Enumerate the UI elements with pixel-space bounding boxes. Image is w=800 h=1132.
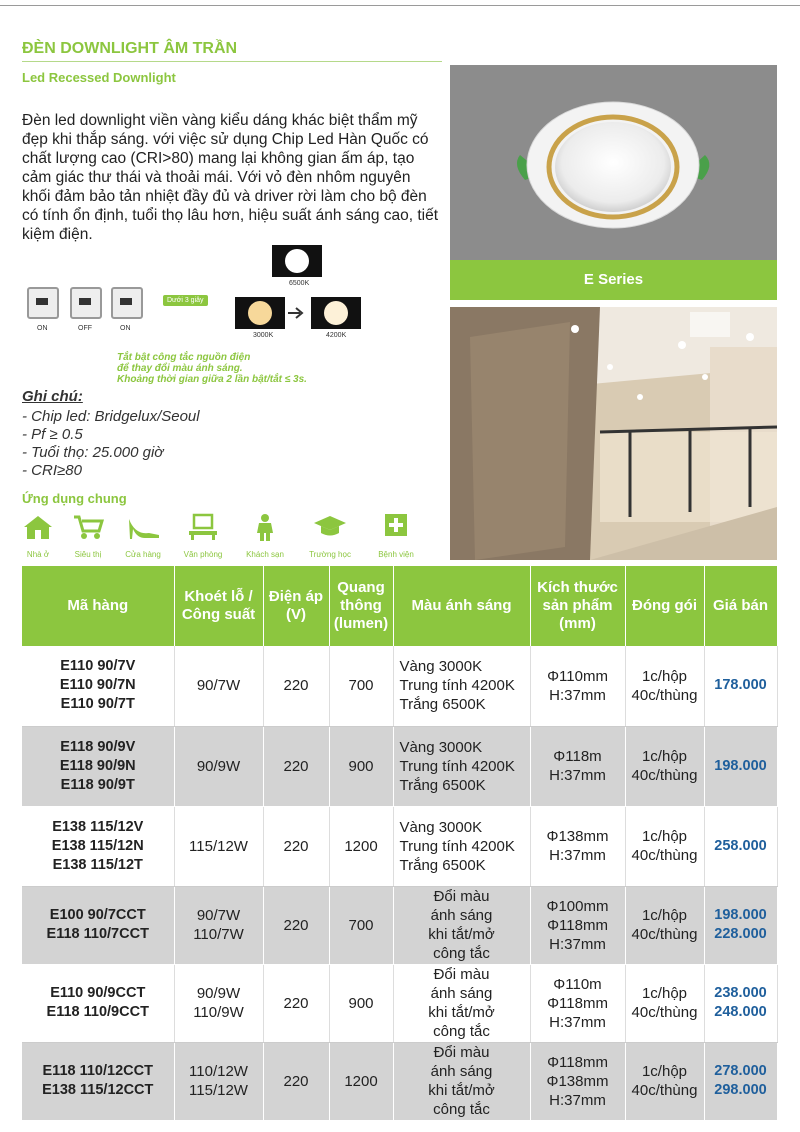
size-cell bbox=[530, 806, 625, 886]
table-row bbox=[22, 886, 777, 964]
temp-label-3000k: 3000K bbox=[253, 332, 274, 339]
pack-cell bbox=[625, 726, 704, 806]
app-hotel bbox=[242, 513, 288, 559]
table-row bbox=[22, 806, 777, 886]
price-value: 298.000 bbox=[714, 1082, 767, 1098]
pack-line: 40c/thùng bbox=[631, 1082, 698, 1099]
note-item: - CRI≥80 bbox=[22, 462, 82, 479]
series-label: E Series bbox=[450, 260, 777, 300]
graduation-cap-icon bbox=[312, 513, 348, 541]
color-line: công tắc bbox=[433, 1101, 490, 1118]
size-line: Φ118mm bbox=[547, 916, 608, 934]
color-line: Vàng 3000K bbox=[399, 658, 483, 676]
color-line: Vàng 3000K bbox=[399, 818, 483, 836]
color-line: ánh sáng bbox=[430, 907, 493, 924]
color-line: Đổi màu bbox=[433, 888, 490, 905]
app-home bbox=[20, 513, 56, 559]
lumen-cell: 700 bbox=[329, 646, 393, 726]
size-line: Φ118mm bbox=[547, 994, 608, 1012]
app-school bbox=[305, 513, 355, 559]
switch-label: ON bbox=[37, 325, 48, 332]
voltage-cell: 220 bbox=[263, 806, 329, 886]
cutout-line: 90/7W bbox=[196, 907, 241, 924]
color-cell bbox=[393, 726, 530, 806]
pack-line: 40c/thùng bbox=[631, 686, 698, 704]
header-cutout: Khoét lỗ / Công suất bbox=[174, 566, 263, 646]
switch-off-icon bbox=[70, 287, 102, 319]
header-color: Màu ánh sáng bbox=[393, 566, 530, 646]
app-label: Văn phòng bbox=[183, 550, 223, 559]
arrow-right-icon bbox=[288, 307, 308, 319]
size-cell bbox=[530, 964, 625, 1042]
cutout-line: 90/9W bbox=[196, 985, 241, 1002]
cutout-line: 110/12W bbox=[189, 1063, 248, 1080]
size-line: H:37mm bbox=[549, 767, 606, 784]
room-photo bbox=[450, 307, 777, 560]
note-item: - Pf ≥ 0.5 bbox=[22, 426, 83, 443]
top-rule bbox=[0, 5, 800, 6]
header-size: Kích thước sản phẩm (mm) bbox=[530, 566, 625, 646]
product-codes bbox=[22, 964, 174, 1042]
price-cell bbox=[704, 886, 777, 964]
price-value: 238.000 bbox=[714, 985, 767, 1001]
app-shop bbox=[121, 513, 165, 559]
pack-cell bbox=[625, 964, 704, 1042]
lumen-cell: 900 bbox=[329, 964, 393, 1042]
product-code: E118 90/9N bbox=[59, 757, 136, 774]
voltage-cell: 220 bbox=[263, 726, 329, 806]
color-line: Trung tính 4200K bbox=[399, 677, 515, 695]
color-cell bbox=[393, 964, 530, 1042]
size-line: H:37mm bbox=[549, 847, 606, 864]
product-code: E118 90/9V bbox=[60, 738, 136, 755]
product-code: E138 115/12V bbox=[52, 818, 144, 835]
color-line: Trắng 6500K bbox=[399, 696, 486, 714]
pack-line: 40c/thùng bbox=[631, 847, 698, 864]
voltage-cell: 220 bbox=[263, 646, 329, 726]
price-table bbox=[22, 566, 778, 1121]
product-code: E118 110/7CCT bbox=[46, 926, 149, 942]
app-label: Khách sạn bbox=[246, 550, 284, 559]
lumen-cell: 900 bbox=[329, 726, 393, 806]
size-line: Φ110mm bbox=[547, 667, 608, 685]
lumen-cell: 700 bbox=[329, 886, 393, 964]
size-line: Φ138mm bbox=[546, 1072, 609, 1090]
bellboy-icon bbox=[247, 513, 283, 541]
header-lumen: Quang thông (lumen) bbox=[329, 566, 393, 646]
price-value: 178.000 bbox=[714, 677, 767, 694]
price-cell bbox=[704, 964, 777, 1042]
pack-line: 40c/thùng bbox=[631, 926, 698, 943]
pack-line: 40c/thùng bbox=[631, 1004, 698, 1021]
switch-label: ON bbox=[120, 325, 131, 332]
downlight-illustration bbox=[450, 65, 777, 260]
product-code: E110 90/7N bbox=[59, 677, 136, 694]
color-line: khi tắt/mở bbox=[428, 926, 495, 943]
pack-line: 1c/hộp bbox=[641, 1063, 688, 1080]
price-cell bbox=[704, 806, 777, 886]
voltage-cell: 220 bbox=[263, 886, 329, 964]
size-cell bbox=[530, 1042, 625, 1120]
product-code: E110 90/9CCT bbox=[50, 985, 146, 1001]
product-code: E110 90/7V bbox=[60, 658, 136, 675]
notes-heading: Ghi chú: bbox=[22, 388, 83, 405]
size-line: H:37mm bbox=[549, 935, 606, 953]
product-code: E118 110/9CCT bbox=[46, 1004, 149, 1020]
header-pack: Đóng gói bbox=[625, 566, 704, 646]
app-label: Trường học bbox=[309, 550, 351, 559]
size-line: H:37mm bbox=[549, 1013, 606, 1031]
cutout-cell bbox=[174, 886, 263, 964]
price-value: 258.000 bbox=[714, 837, 767, 854]
cutout-cell bbox=[174, 1042, 263, 1120]
size-cell bbox=[530, 646, 625, 726]
temp-label-4200k: 4200K bbox=[326, 332, 347, 339]
pack-line: 1c/hộp bbox=[641, 985, 688, 1002]
app-label: Bệnh viện bbox=[378, 550, 414, 559]
color-line: công tắc bbox=[433, 1023, 490, 1040]
instruction-line: để thay đổi màu ánh sáng. bbox=[117, 363, 243, 374]
table-row bbox=[22, 964, 777, 1042]
office-desk-icon bbox=[185, 513, 221, 541]
product-code: E100 90/7CCT bbox=[49, 907, 146, 923]
size-line: Φ118mm bbox=[547, 1053, 608, 1071]
app-supermarket bbox=[68, 513, 108, 559]
price-value: 278.000 bbox=[714, 1063, 767, 1079]
app-label: Nhà ở bbox=[26, 550, 50, 559]
notes-list bbox=[22, 408, 200, 480]
product-codes bbox=[22, 646, 174, 726]
header-voltage: Điện áp (V) bbox=[263, 566, 329, 646]
switch-instructions bbox=[117, 352, 307, 385]
page-title: ĐÈN DOWNLIGHT ÂM TRẦN bbox=[22, 40, 238, 57]
product-codes bbox=[22, 1042, 174, 1120]
size-line: H:37mm bbox=[549, 686, 606, 704]
size-line: Φ138mm bbox=[546, 828, 609, 845]
lumen-cell: 1200 bbox=[329, 1042, 393, 1120]
lumen-cell: 1200 bbox=[329, 806, 393, 886]
note-item: - Tuổi thọ: 25.000 giờ bbox=[22, 444, 164, 461]
product-code: E118 110/12CCT bbox=[42, 1063, 153, 1079]
light-6500k-swatch bbox=[272, 245, 322, 277]
price-cell bbox=[704, 726, 777, 806]
product-codes bbox=[22, 806, 174, 886]
size-cell bbox=[530, 726, 625, 806]
switch-label: OFF bbox=[78, 325, 92, 332]
pack-line: 1c/hộp bbox=[641, 748, 688, 765]
pack-cell bbox=[625, 646, 704, 726]
cutout-cell: 115/12W bbox=[174, 806, 263, 886]
instruction-line: Khoảng thời gian giữa 2 lần bật/tắt ≤ 3s. bbox=[117, 374, 307, 385]
cutout-cell: 90/7W bbox=[174, 646, 263, 726]
table-row bbox=[22, 1042, 777, 1120]
cutout-line: 115/12W bbox=[189, 1082, 248, 1099]
cutout-line: 110/9W bbox=[193, 1004, 244, 1021]
color-line: Trắng 6500K bbox=[399, 856, 486, 874]
app-office bbox=[180, 513, 226, 559]
pack-cell bbox=[625, 886, 704, 964]
price-cell bbox=[704, 646, 777, 726]
color-cell bbox=[393, 886, 530, 964]
voltage-cell: 220 bbox=[263, 1042, 329, 1120]
table-row bbox=[22, 646, 777, 726]
pack-line: 1c/hộp bbox=[641, 667, 688, 685]
product-code: E138 115/12N bbox=[51, 837, 144, 854]
color-line: ánh sáng bbox=[430, 985, 493, 1002]
product-description: Đèn led downlight viền vàng kiểu dáng khác biệt thẩm mỹ đẹp khi thắp sáng. với việc sử dụng Chip Led Hàn Quốc có chất lượng cao (CRI>80) mang lại không gian ấm áp, tạo cảm giác thư thái và thoải mái. Với vỏ đèn nhôm nguyên khối đảm bảo tản nhiệt đầy đủ và driver rời làm cho bộ đèn có tính ổn định, tuổi thọ lâu hơn, hiệu suất ánh sáng cao, tiết kiệm điện. bbox=[22, 112, 439, 243]
size-line: Φ100mm bbox=[546, 897, 609, 915]
switch-on-icon bbox=[27, 287, 59, 319]
cutout-cell: 90/9W bbox=[174, 726, 263, 806]
applications-heading: Ứng dụng chung bbox=[22, 491, 127, 506]
product-codes bbox=[22, 886, 174, 964]
product-code: E110 90/7T bbox=[60, 696, 135, 713]
title-underline bbox=[22, 61, 442, 62]
table-row bbox=[22, 726, 777, 806]
size-line: Φ118m bbox=[553, 748, 602, 765]
color-line: Trung tính 4200K bbox=[399, 837, 515, 855]
color-line: Đổi màu bbox=[433, 966, 490, 983]
color-line: Vàng 3000K bbox=[399, 738, 483, 756]
pack-line: 1c/hộp bbox=[641, 907, 688, 924]
header-price: Giá bán bbox=[704, 566, 777, 646]
color-cell bbox=[393, 806, 530, 886]
product-code: E138 115/12T bbox=[52, 856, 143, 873]
product-code: E138 115/12CCT bbox=[42, 1082, 154, 1098]
page-subtitle: Led Recessed Downlight bbox=[22, 70, 176, 85]
color-cell bbox=[393, 1042, 530, 1120]
hospital-cross-icon bbox=[378, 513, 414, 541]
duration-badge: Dưới 3 giây bbox=[163, 295, 208, 306]
voltage-cell: 220 bbox=[263, 964, 329, 1042]
color-cell bbox=[393, 646, 530, 726]
app-label: Cửa hàng bbox=[125, 550, 161, 559]
app-label: Siêu thị bbox=[74, 550, 102, 559]
pack-line: 40c/thùng bbox=[631, 767, 698, 784]
color-line: công tắc bbox=[433, 945, 490, 962]
price-value: 248.000 bbox=[714, 1004, 767, 1020]
cutout-cell bbox=[174, 964, 263, 1042]
temp-label-6500k: 6500K bbox=[289, 280, 310, 287]
product-photo bbox=[450, 65, 777, 300]
note-item: - Chip led: Bridgelux/Seoul bbox=[22, 408, 200, 425]
switch-on-icon bbox=[111, 287, 143, 319]
color-line: Đổi màu bbox=[433, 1044, 490, 1061]
high-heel-icon bbox=[125, 513, 161, 541]
price-value: 228.000 bbox=[714, 926, 767, 942]
pack-line: 1c/hộp bbox=[641, 828, 688, 845]
cart-icon bbox=[70, 513, 106, 541]
house-icon bbox=[20, 513, 56, 541]
interior-illustration bbox=[450, 307, 777, 560]
size-line: Φ110m bbox=[553, 975, 602, 993]
color-line: khi tắt/mở bbox=[428, 1082, 495, 1099]
light-4200k-swatch bbox=[311, 297, 361, 329]
color-line: Trung tính 4200K bbox=[399, 757, 515, 775]
price-value: 198.000 bbox=[714, 907, 767, 923]
header-code: Mã hàng bbox=[22, 566, 174, 646]
size-line: H:37mm bbox=[549, 1091, 606, 1109]
table-header-row bbox=[22, 566, 777, 646]
price-cell bbox=[704, 1042, 777, 1120]
product-codes bbox=[22, 726, 174, 806]
product-code: E118 90/9T bbox=[60, 776, 135, 793]
cutout-line: 110/7W bbox=[193, 926, 244, 943]
color-line: ánh sáng bbox=[430, 1063, 493, 1080]
app-hospital bbox=[374, 513, 418, 559]
pack-cell bbox=[625, 806, 704, 886]
color-line: khi tắt/mở bbox=[428, 1004, 495, 1021]
pack-cell bbox=[625, 1042, 704, 1120]
color-line: Trắng 6500K bbox=[399, 776, 486, 794]
price-value: 198.000 bbox=[714, 757, 767, 774]
light-3000k-swatch bbox=[235, 297, 285, 329]
instruction-line: Tắt bật công tắc nguồn điện bbox=[117, 352, 251, 363]
size-cell bbox=[530, 886, 625, 964]
